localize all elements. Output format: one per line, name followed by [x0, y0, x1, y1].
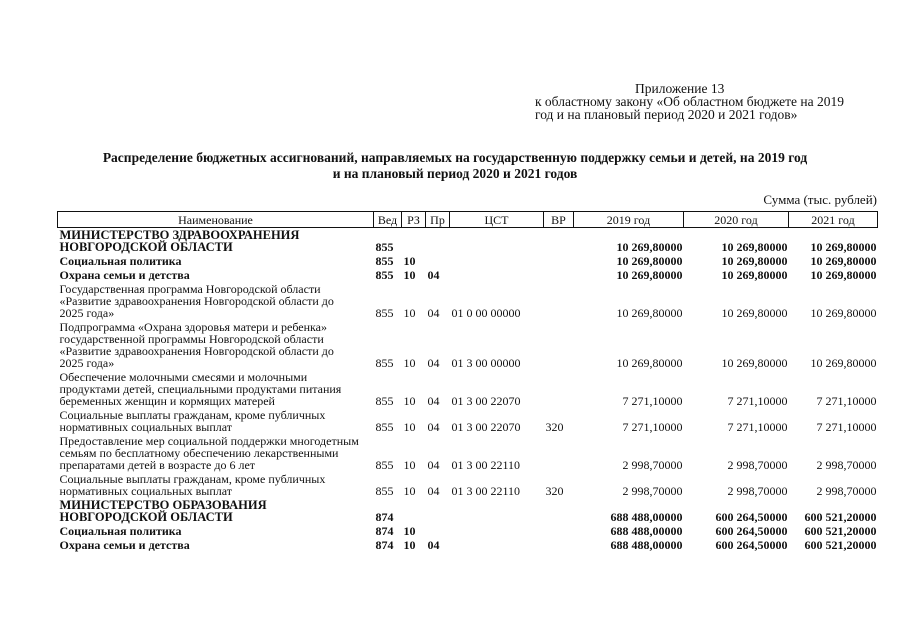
document-heading [40, 150, 870, 182]
cell-y2021: 2 998,70000 [816, 458, 877, 472]
cell-y2020: 600 264,50000 [715, 524, 788, 538]
cell-ved: 855 [375, 254, 394, 268]
appendix-note [535, 82, 865, 121]
header-name: Наименование [58, 212, 374, 228]
table-row [58, 498, 878, 524]
cell-name-line: Социальная политика [59, 524, 182, 538]
cell-rz: 10 [403, 306, 416, 320]
cell-rz: 10 [403, 538, 416, 552]
cell-cst [450, 524, 544, 538]
cell-pr: 04 [427, 268, 440, 282]
appendix-text: к областному закону «Об областном бюджете на 2019 год и на плановый период 2020 и 2021 годов» [535, 94, 844, 122]
cell-y2021: 10 269,80000 [810, 254, 877, 268]
table-row [58, 538, 878, 552]
cell-name-line: МИНИСТЕРСТВО ЗДРАВООХРАНЕНИЯ [59, 228, 300, 242]
cell-vr [544, 254, 574, 268]
cell-y2020: 10 269,80000 [721, 254, 788, 268]
cell-cst: 01 3 00 22070 [451, 420, 521, 434]
cell-pr [426, 228, 450, 255]
cell-vr [544, 228, 574, 255]
cell-cst: 01 3 00 00000 [451, 356, 521, 370]
cell-y2021: 7 271,10000 [816, 394, 877, 408]
cell-pr [426, 524, 450, 538]
cell-y2020: 7 271,10000 [727, 420, 788, 434]
cell-vr [544, 370, 574, 408]
budget-table [57, 211, 878, 552]
cell-ved: 855 [375, 240, 394, 254]
cell-name-line: 2025 года» [59, 356, 115, 370]
cell-cst [450, 228, 544, 255]
cell-ved: 874 [375, 538, 394, 552]
cell-name [58, 538, 374, 552]
cell-y2021: 10 269,80000 [810, 356, 877, 370]
cell-name [58, 228, 374, 255]
cell-rz: 10 [403, 484, 416, 498]
cell-y2020: 2 998,70000 [727, 458, 788, 472]
cell-y2020: 600 264,50000 [715, 510, 788, 524]
cell-y2019: 10 269,80000 [616, 240, 683, 254]
table-row [58, 282, 878, 320]
cell-rz: 10 [403, 394, 416, 408]
cell-y2020: 10 269,80000 [721, 240, 788, 254]
cell-ved: 855 [375, 356, 394, 370]
cell-pr: 04 [427, 538, 440, 552]
cell-y2021: 10 269,80000 [810, 240, 877, 254]
cell-name-line: семьям по бесплатному обеспечению лекарственными [59, 446, 339, 460]
cell-y2021: 10 269,80000 [810, 306, 877, 320]
cell-pr: 04 [427, 420, 440, 434]
cell-name-line: НОВГОРОДСКОЙ ОБЛАСТИ [59, 510, 233, 524]
cell-name-line: «Развитие здравоохранения Новгородской области до [59, 344, 334, 358]
cell-y2019: 10 269,80000 [616, 268, 683, 282]
cell-y2021: 600 521,20000 [804, 538, 877, 552]
cell-pr: 04 [427, 458, 440, 472]
cell-name [58, 268, 374, 282]
cell-vr [544, 282, 574, 320]
cell-ved: 855 [375, 268, 394, 282]
cell-y2020: 2 998,70000 [727, 484, 788, 498]
heading-line-1: Распределение бюджетных ассигнований, направляемых на государственную поддержку семьи и детей, на 2019 год [102, 150, 808, 165]
cell-name [58, 282, 374, 320]
cell-y2021: 2 998,70000 [816, 484, 877, 498]
table-row [58, 524, 878, 538]
cell-vr: 320 [545, 484, 564, 498]
cell-y2020: 7 271,10000 [727, 394, 788, 408]
cell-vr [544, 268, 574, 282]
cell-vr [544, 538, 574, 552]
cell-pr: 04 [427, 394, 440, 408]
cell-vr: 320 [545, 420, 564, 434]
heading-line-2: и на плановый период 2020 и 2021 годов [332, 166, 578, 181]
cell-y2019: 10 269,80000 [616, 356, 683, 370]
cell-name-line: беременных женщин и кормящих матерей [59, 394, 275, 408]
cell-ved: 855 [375, 484, 394, 498]
cell-pr: 04 [427, 356, 440, 370]
cell-rz [402, 498, 426, 524]
cell-cst [450, 268, 544, 282]
cell-name [58, 434, 374, 472]
cell-name-line: Обеспечение молочными смесями и молочными [59, 370, 308, 384]
cell-name [58, 254, 374, 268]
cell-vr [544, 498, 574, 524]
cell-name-line: продуктами детей, специальными продуктами питания [59, 382, 342, 396]
cell-y2019: 10 269,80000 [616, 254, 683, 268]
cell-name-line: Охрана семьи и детства [59, 268, 190, 282]
cell-name-line: государственной программы Новгородской области [59, 332, 324, 346]
cell-y2020: 600 264,50000 [715, 538, 788, 552]
cell-name [58, 498, 374, 524]
cell-y2019: 10 269,80000 [616, 306, 683, 320]
header-cst: ЦСТ [450, 212, 544, 228]
cell-pr: 04 [427, 484, 440, 498]
cell-y2019: 688 488,00000 [610, 510, 683, 524]
cell-ved: 855 [375, 420, 394, 434]
cell-cst: 01 3 00 22110 [451, 484, 521, 498]
cell-name-line: Предоставление мер социальной поддержки многодетным [59, 434, 359, 448]
sum-unit-note: Сумма (тыс. рублей) [763, 192, 877, 207]
cell-name [58, 472, 374, 498]
cell-rz: 10 [403, 268, 416, 282]
cell-vr [544, 434, 574, 472]
table-row [58, 254, 878, 268]
cell-y2019: 2 998,70000 [622, 458, 683, 472]
table-row [58, 320, 878, 370]
cell-name [58, 320, 374, 370]
cell-y2020: 10 269,80000 [721, 306, 788, 320]
cell-rz: 10 [403, 458, 416, 472]
cell-name [58, 524, 374, 538]
cell-cst: 01 3 00 22110 [451, 458, 521, 472]
cell-name-line: Охрана семьи и детства [59, 538, 190, 552]
cell-cst [450, 538, 544, 552]
cell-name-line: нормативных социальных выплат [59, 420, 233, 434]
cell-rz: 10 [403, 420, 416, 434]
cell-name-line: 2025 года» [59, 306, 115, 320]
header-rz: РЗ [402, 212, 426, 228]
cell-pr [426, 254, 450, 268]
cell-cst [450, 498, 544, 524]
table-row [58, 472, 878, 498]
cell-name-line: НОВГОРОДСКОЙ ОБЛАСТИ [59, 240, 233, 254]
cell-ved: 855 [375, 394, 394, 408]
cell-ved: 874 [375, 524, 394, 538]
cell-vr [544, 320, 574, 370]
cell-y2021: 600 521,20000 [804, 510, 877, 524]
cell-name-line: Социальная политика [59, 254, 182, 268]
cell-name-line: препаратами детей в возрасте до 6 лет [59, 458, 256, 472]
table-body [58, 228, 878, 553]
cell-cst [450, 254, 544, 268]
cell-ved: 855 [375, 458, 394, 472]
table-row [58, 434, 878, 472]
header-2021: 2021 год [789, 212, 878, 228]
cell-ved: 874 [375, 510, 394, 524]
cell-vr [544, 524, 574, 538]
cell-y2021: 600 521,20000 [804, 524, 877, 538]
header-2019: 2019 год [574, 212, 684, 228]
table-row [58, 370, 878, 408]
cell-name-line: Социальные выплаты гражданам, кроме публичных [59, 408, 326, 422]
cell-name [58, 370, 374, 408]
cell-rz: 10 [403, 356, 416, 370]
header-ved: Вед [374, 212, 402, 228]
table-row [58, 408, 878, 434]
cell-pr: 04 [427, 306, 440, 320]
cell-rz: 10 [403, 524, 416, 538]
header-pr: Пр [426, 212, 450, 228]
cell-y2019: 2 998,70000 [622, 484, 683, 498]
cell-y2019: 688 488,00000 [610, 538, 683, 552]
cell-name-line: МИНИСТЕРСТВО ОБРАЗОВАНИЯ [59, 498, 267, 512]
table-header-row [58, 212, 878, 228]
cell-cst: 01 3 00 22070 [451, 394, 521, 408]
header-2020: 2020 год [684, 212, 789, 228]
cell-y2019: 688 488,00000 [610, 524, 683, 538]
cell-cst: 01 0 00 00000 [451, 306, 521, 320]
cell-y2021: 10 269,80000 [810, 268, 877, 282]
cell-name-line: Государственная программа Новгородской области [59, 282, 321, 296]
cell-name [58, 408, 374, 434]
table-row [58, 268, 878, 282]
header-vr: ВР [544, 212, 574, 228]
table-row [58, 228, 878, 255]
cell-name-line: «Развитие здравоохранения Новгородской области до [59, 294, 334, 308]
cell-y2019: 7 271,10000 [622, 394, 683, 408]
cell-name-line: Подпрограмма «Охрана здоровья матери и ребенка» [59, 320, 327, 334]
appendix-title: Приложение 13 [635, 81, 725, 96]
cell-rz: 10 [403, 254, 416, 268]
cell-y2020: 10 269,80000 [721, 356, 788, 370]
cell-name-line: нормативных социальных выплат [59, 484, 233, 498]
cell-name-line: Социальные выплаты гражданам, кроме публичных [59, 472, 326, 486]
cell-ved: 855 [375, 306, 394, 320]
cell-pr [426, 498, 450, 524]
cell-rz [402, 228, 426, 255]
cell-y2019: 7 271,10000 [622, 420, 683, 434]
cell-y2021: 7 271,10000 [816, 420, 877, 434]
cell-y2020: 10 269,80000 [721, 268, 788, 282]
